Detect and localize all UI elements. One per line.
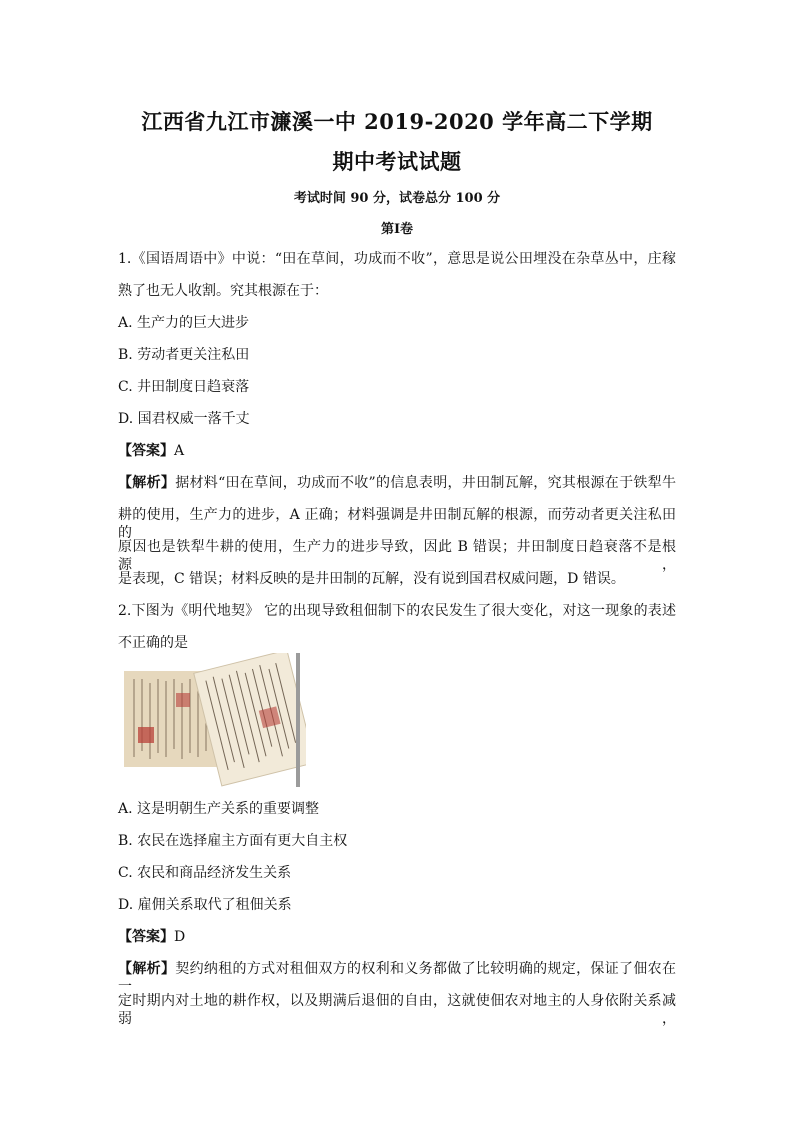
q1-analysis-text1: 据材料“田在草间，功成而不收”的信息表明，井田制瓦解，究其根源在于铁犁牛 xyxy=(175,475,677,491)
q1-analysis-line4: 是表现，C 错误；材料反映的是井田制的瓦解，没有说到国君权威问题，D 错误。 xyxy=(118,571,625,587)
q2-answer-value: D xyxy=(174,929,186,945)
q1-option-a: A. 生产力的巨大进步 xyxy=(118,315,250,331)
q2-option-c: C. 农民和商品经济发生关系 xyxy=(118,865,292,881)
ming-land-deed-image xyxy=(120,653,306,787)
q1-option-d: D. 国君权威一落千丈 xyxy=(118,411,250,427)
q2-answer xyxy=(118,928,185,946)
q1-analysis-line2: 耕的使用，生产力的进步，A 正确；材料强调是井田制瓦解的根源，而劳动者更关注私田的 xyxy=(118,507,676,541)
q1-analysis-label: 【解析】 xyxy=(118,475,176,491)
q2-analysis-line1 xyxy=(118,960,676,996)
document-title-line1: 江西省九江市濂溪一中 2019-2020 学年高二下学期 xyxy=(141,109,653,134)
q1-option-b: B. 劳动者更关注私田 xyxy=(118,347,250,363)
q2-stem-line2: 不正确的是 xyxy=(118,635,188,651)
document-title-line2: 期中考试试题 xyxy=(332,149,462,174)
q1-answer xyxy=(118,442,184,460)
q2-answer-label: 【答案】 xyxy=(118,929,174,945)
q1-stem-line2: 熟了也无人收割。究其根源在于： xyxy=(118,283,328,299)
q1-answer-label: 【答案】 xyxy=(118,443,174,459)
volume-heading: 第Ⅰ卷 xyxy=(380,222,414,237)
q1-answer-value: A xyxy=(174,443,185,459)
q2-analysis-line2: 定时期内对土地的耕作权，以及期满后退佃的自由，这就使佃农对地主的人身依附关系减弱， xyxy=(118,993,676,1027)
q2-option-a: A. 这是明朝生产关系的重要调整 xyxy=(118,801,320,817)
q2-option-d: D. 雇佣关系取代了租佃关系 xyxy=(118,897,292,913)
exam-info: 考试时间 90 分，试卷总分 100 分 xyxy=(293,191,501,206)
q1-stem-line1: 1.《国语周语中》中说：“田在草间，功成而不收”，意思是说公田埋没在杂草丛中，庄稼 xyxy=(118,251,676,267)
q1-analysis-line3: 原因也是铁犁牛耕的使用，生产力的进步导致，因此 B 错误；井田制度日趋衰落不是根源， xyxy=(118,539,676,573)
q2-stem-line1: 2.下图为《明代地契》 它的出现导致租佃制下的农民发生了很大变化，对这一现象的表述 xyxy=(118,603,676,619)
q1-analysis-line1 xyxy=(118,474,676,492)
q1-option-c: C. 井田制度日趋衰落 xyxy=(118,379,250,395)
q2-analysis-text1: 契约纳租的方式对租佃双方的权利和义务都做了比较明确的规定，保证了佃农在一 xyxy=(118,961,677,995)
q2-option-b: B. 农民在选择雇主方面有更大自主权 xyxy=(118,833,348,849)
q2-analysis-label: 【解析】 xyxy=(118,961,176,977)
